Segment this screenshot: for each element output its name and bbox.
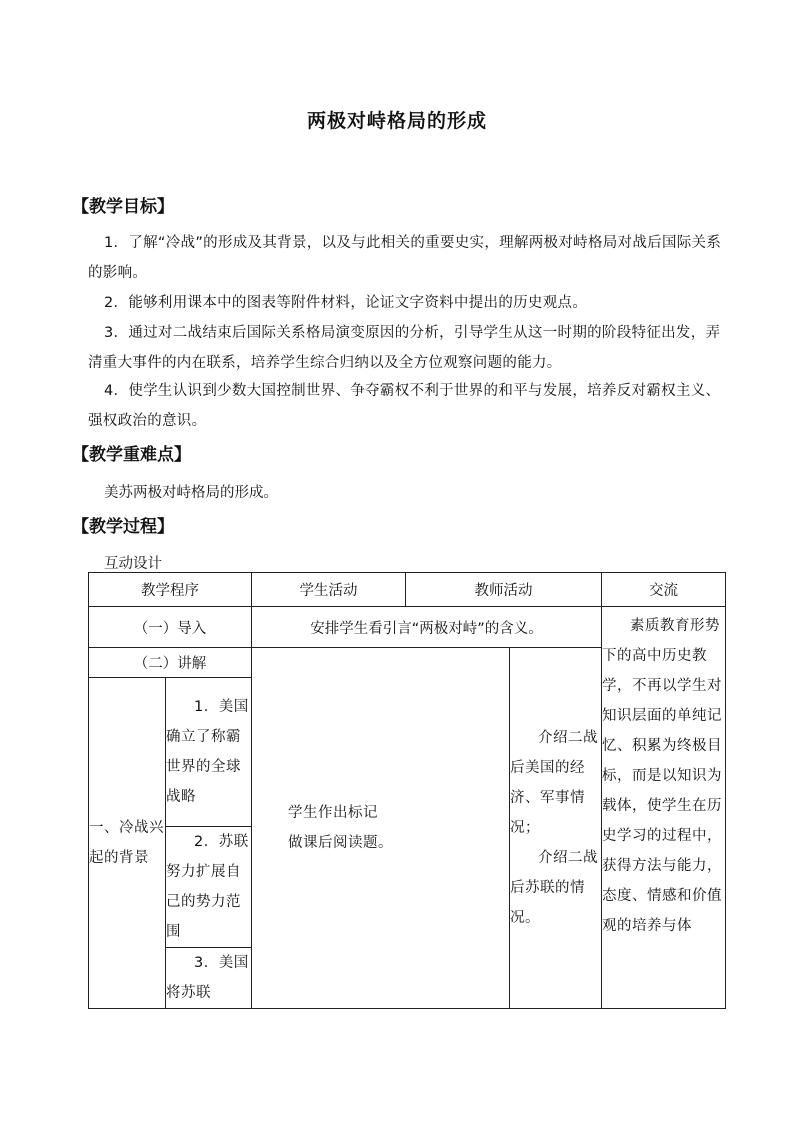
table-row bbox=[89, 607, 726, 648]
teacher-activity-2: 介绍二战后苏联的情况。 bbox=[510, 850, 598, 926]
header-cell: 教学程序 bbox=[89, 573, 252, 607]
intro-label: （一）导入 bbox=[89, 607, 252, 648]
keypoints-heading: 【教学重难点】 bbox=[72, 445, 191, 465]
process-heading: 【教学过程】 bbox=[72, 517, 174, 537]
student-activity-cell bbox=[252, 648, 510, 1009]
process-table bbox=[88, 572, 726, 1009]
intro-activity: 安排学生看引言“两极对峙”的含义。 bbox=[252, 607, 602, 648]
lecture-label: （二）讲解 bbox=[89, 648, 252, 678]
teacher-activity-1: 介绍二战后美国的经济、军事情况； bbox=[510, 730, 598, 836]
goal-3: 3．通过对二战结束后国际关系格局演变原因的分析，引导学生从这一时期的阶段特征出发，弄清重大事件的内在联系，培养学生综合归纳以及全方位观察问题的能力。 bbox=[88, 325, 721, 371]
header-cell: 交流 bbox=[602, 573, 726, 607]
page-title: 两极对峙格局的形成 bbox=[306, 110, 487, 132]
header-cell: 教师活动 bbox=[406, 573, 602, 607]
teacher-activity-cell bbox=[510, 648, 602, 1009]
goal-1: 1．了解“冷战”的形成及其背景，以及与此相关的重要史实，理解两极对峙格局对战后国际关系的影响。 bbox=[88, 235, 722, 281]
sub-item-2: 2．苏联努力扩展自己的势力范围 bbox=[166, 827, 252, 948]
goal-4: 4．使学生认识到少数大国控制世界、争夺霸权不利于世界的和平与发展，培养反对霸权主义、强权政治的意识。 bbox=[88, 383, 721, 429]
keypoints-text: 美苏两极对峙格局的形成。 bbox=[104, 485, 278, 501]
goal-2: 2．能够利用课本中的图表等附件材料，论证文字资料中提出的历史观点。 bbox=[104, 295, 588, 311]
sub-item-3: 3．美国将苏联 bbox=[166, 948, 252, 1009]
header-cell: 学生活动 bbox=[252, 573, 406, 607]
sub-item-1: 1．美国确立了称霸世界的全球战略 bbox=[166, 678, 252, 827]
design-label: 互动设计 bbox=[104, 556, 162, 572]
student-activity-2: 做课后阅读题。 bbox=[288, 835, 393, 851]
topic-label: 一、冷战兴起的背景 bbox=[89, 678, 166, 1009]
exchange-cell: 素质教育形势下的高中历史教学，不再以学生对知识层面的单纯记忆、积累为终极目标，而是以知识为载体，使学生在历史学习的过程中，获得方法与能力，态度、情感和价值观的培养与体 bbox=[602, 607, 726, 1009]
student-activity-1: 学生作出标记 bbox=[288, 805, 378, 821]
goals-heading: 【教学目标】 bbox=[72, 197, 174, 217]
table-header-row bbox=[89, 573, 726, 607]
